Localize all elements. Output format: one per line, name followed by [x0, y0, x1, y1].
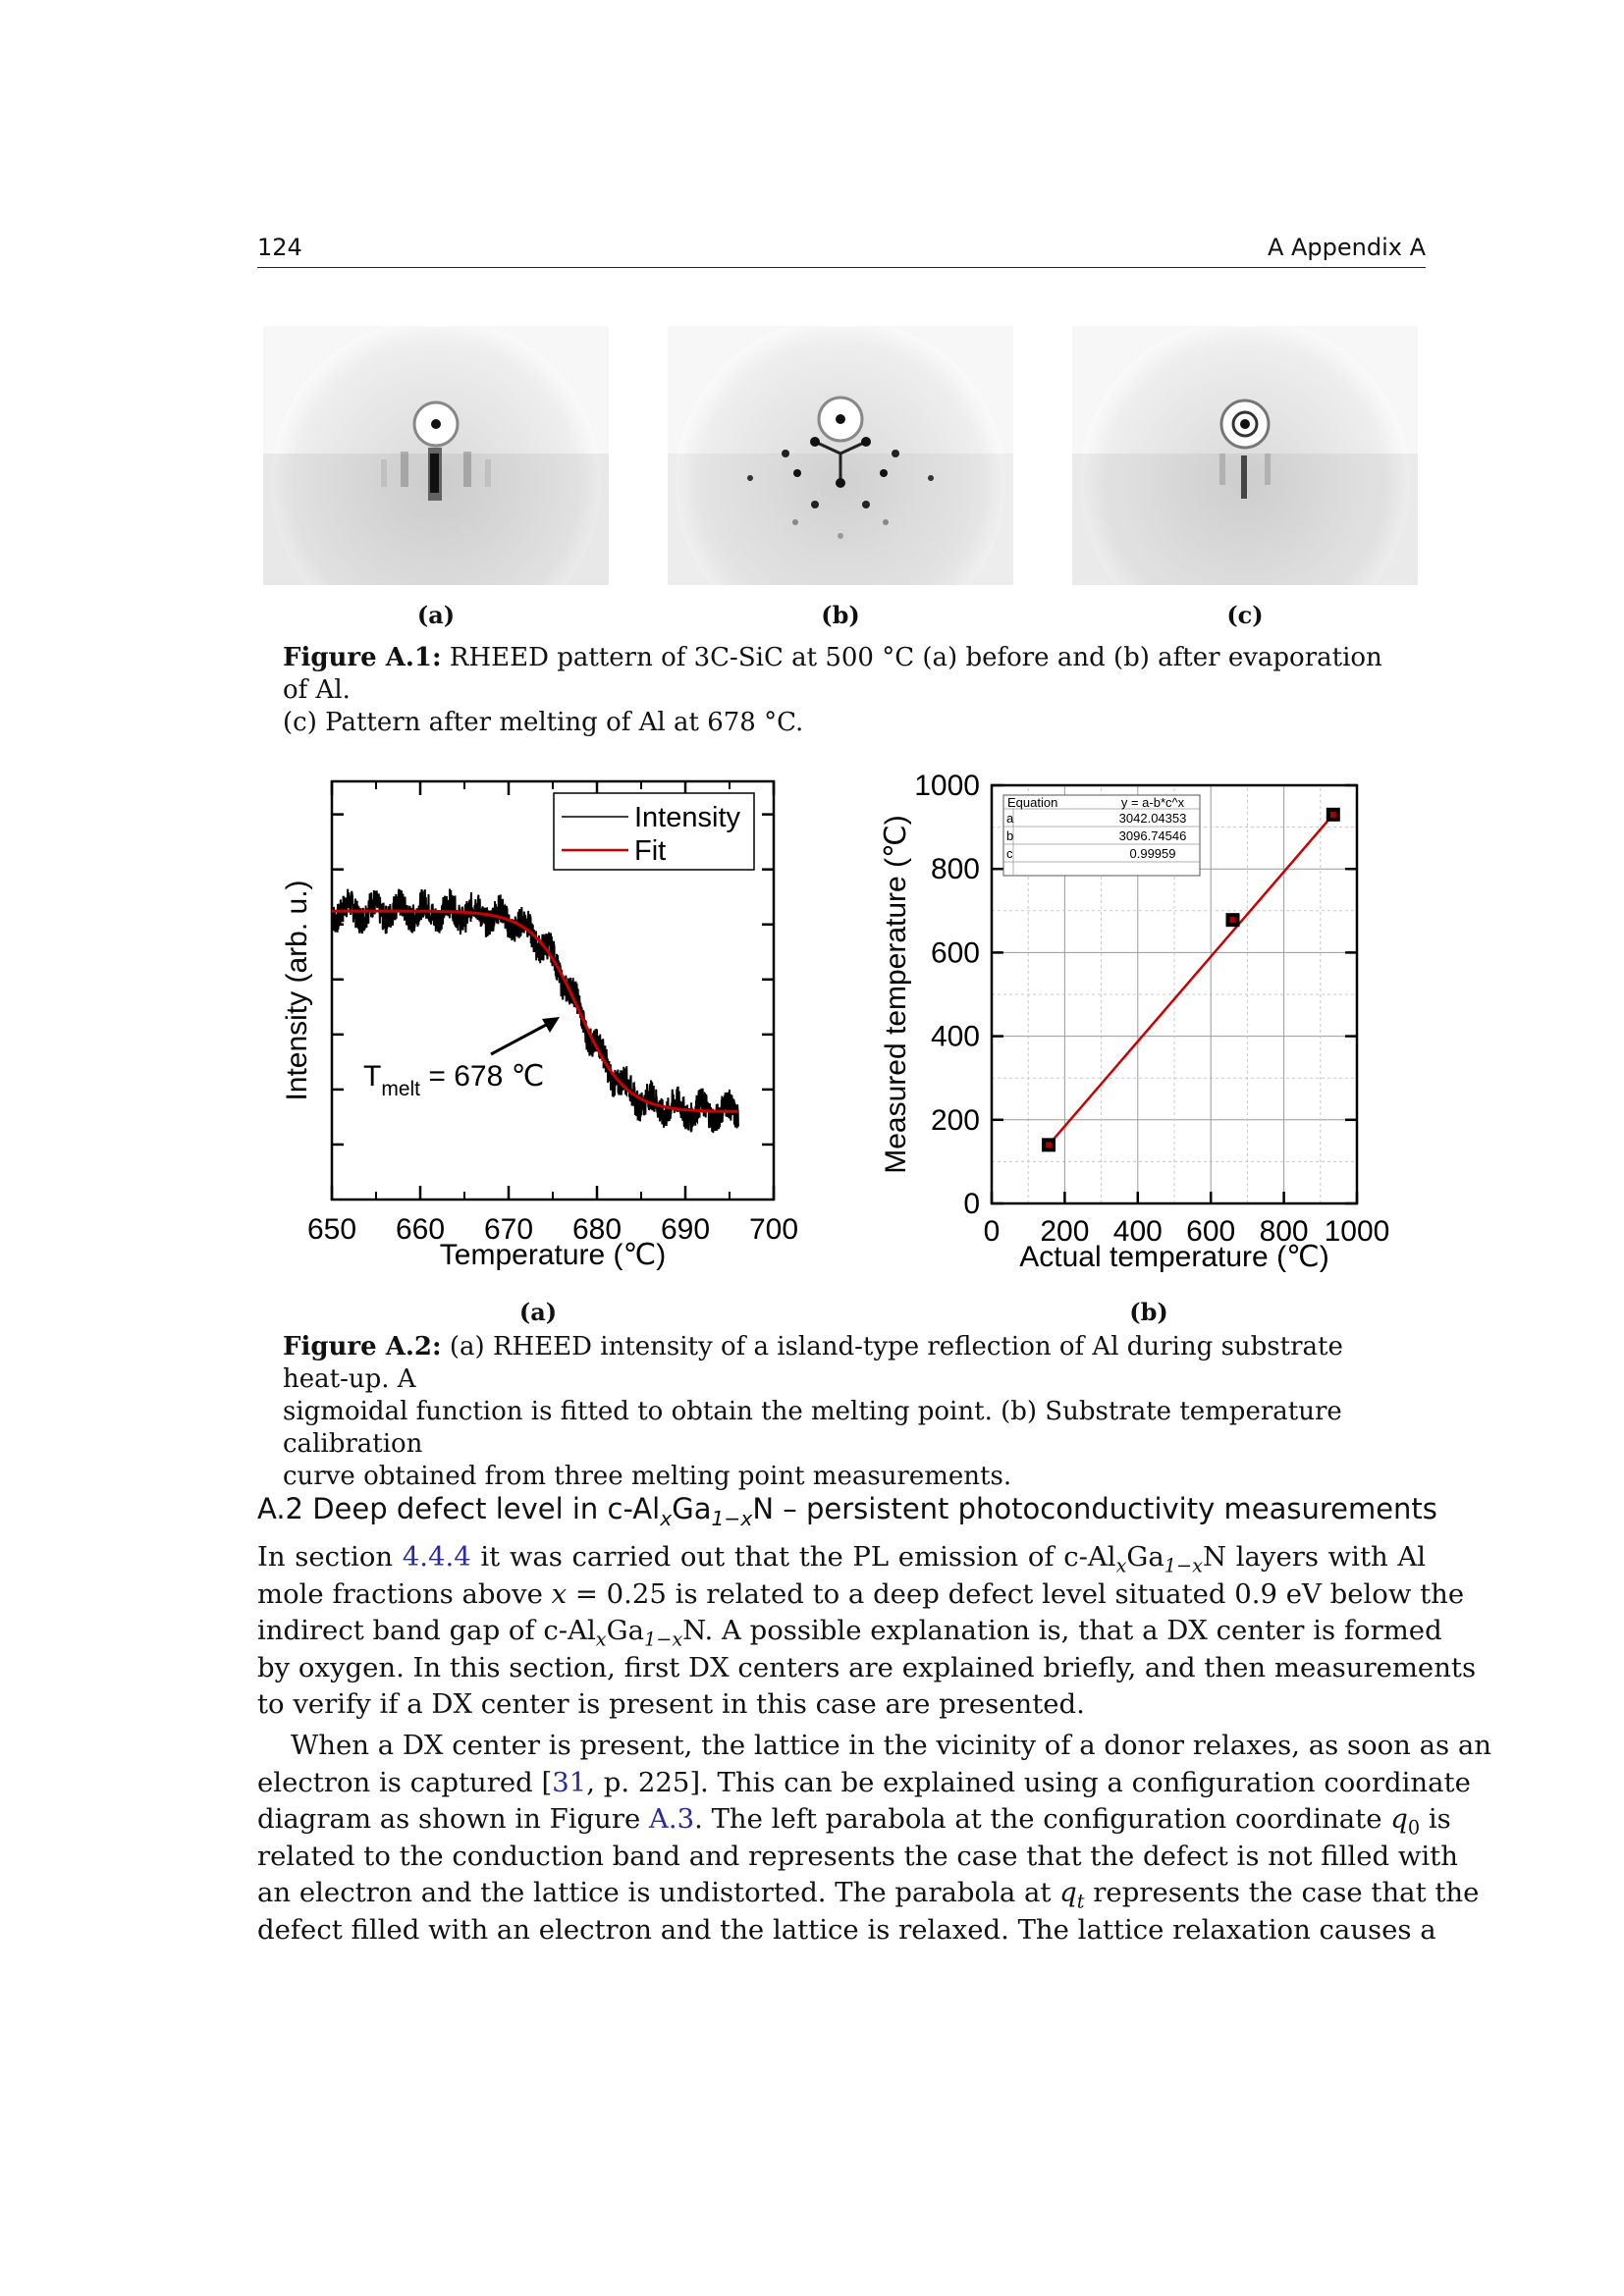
figure-a1-label-b: (b): [821, 601, 860, 629]
page-number: 124: [257, 234, 302, 261]
figure-a2-charts: [257, 756, 1426, 1286]
figure-a1-label-a: (a): [416, 601, 456, 629]
chart-b-ytick-label: 400: [930, 1020, 980, 1053]
fit-table-header-equation: Equation: [1007, 795, 1058, 810]
rheed-image-a: [263, 326, 609, 585]
chart-b-xtick-label: 800: [1259, 1215, 1309, 1248]
chart-a-xtick-label: 680: [571, 1213, 623, 1246]
rheed-pattern-c: [1072, 326, 1418, 585]
chart-a: [281, 781, 798, 1271]
figure-a2: [257, 756, 1426, 1286]
chart-b-ytick-label: 600: [930, 936, 980, 970]
fit-table-param-b: b: [1006, 828, 1014, 843]
section-heading: A.2 Deep defect level in $c-Al_xGa_{1-x}N$ – persistent photoconductivity measurements: [257, 1492, 1437, 1530]
figure-a1-label-c: (c): [1226, 601, 1264, 629]
figure-a2-caption-line1: (a) RHEED intensity of a island-type reflection of Al during substrate heat-up. A: [283, 1332, 1343, 1394]
chart-b-xlabel: Actual temperature (℃): [1019, 1241, 1329, 1273]
chart-b-xtick-label: 400: [1112, 1215, 1163, 1248]
tmelt-annotation: $T_{melt} = 678$ ℃: [363, 1060, 545, 1100]
section-number: A.2: [257, 1492, 303, 1525]
calibration-data-point-center: [1046, 1142, 1052, 1148]
chart-b-ytick-label: 200: [930, 1103, 980, 1137]
calibration-data-point-center: [1330, 812, 1336, 818]
legend-intensity-label: Intensity: [634, 802, 740, 833]
tmelt-arrow: [491, 1023, 550, 1054]
fit-parameter-table: [1003, 795, 1200, 876]
figure-a1-caption: [283, 642, 1402, 739]
legend-fit-label: Fit: [634, 835, 667, 867]
citation-link-31[interactable]: 31: [552, 1766, 587, 1798]
figure-a1-caption-line1: RHEED pattern of 3C-SiC at 500 °C (a) before and (b) after evaporation of Al.: [283, 643, 1382, 705]
chart-a-xtick-label: 660: [395, 1213, 446, 1246]
fit-table-value-b: 3096.74546: [1118, 828, 1187, 843]
chart-a-xtick-label: 650: [306, 1213, 357, 1246]
chart-b-xtick-label: 600: [1186, 1215, 1236, 1248]
chart-a-xtick-label: 670: [483, 1213, 534, 1246]
figure-a2-caption-line2: sigmoidal function is fitted to obtain the melting point. (b) Substrate temperature calibration: [283, 1397, 1342, 1459]
rheed-image-b: [668, 326, 1013, 585]
chart-a-xlabel: Temperature (℃): [439, 1239, 667, 1271]
figure-a2-label-a: (a): [518, 1298, 558, 1326]
chart-a-xtick-label: 690: [660, 1213, 711, 1246]
rheed-image-c: [1072, 326, 1418, 585]
figure-a2-caption-label: Figure A.2:: [283, 1332, 442, 1362]
chart-b-xtick-label: 200: [1040, 1215, 1090, 1248]
figure-a1-caption-label: Figure A.1:: [283, 643, 442, 672]
rheed-pattern-b: [668, 326, 1013, 585]
section-link-4-4-4[interactable]: 4.4.4: [402, 1541, 471, 1573]
paragraph-1: In section 4.4.4 it was carried out that the PL emission of $c-Al_xGa_{1-x}N$ layers with Al mole fractions above x = 0.25 is related to a deep defect level situated 0.9 eV below the indirect band gap of $c-Al_xGa_{1-x}N$. A possible explanation is, that a DX center is formed by oxygen. In this section, first DX centers are explained briefly, and then measurements to verify if a DX center is present in this case are presented.: [257, 1541, 1477, 1720]
running-header: [257, 234, 1426, 268]
chart-b-ytick-label: 1000: [914, 770, 980, 802]
paragraph-2: When a DX center is present, the lattice in the vicinity of a donor relaxes, as soon as an electron is captured [31, p. 225]. This can be explained using a configuration coordinate diagram as shown in Figure A.3. The left parabola at the configuration coordinate $q_0$ is related to the conduction band and represents the case that the defect is not filled with an electron and the lattice is undistorted. The parabola at $q_t$ represents the case that the defect filled with an electron and the lattice is relaxed. The lattice relaxation causes a: [257, 1730, 1491, 1946]
figure-a2-caption: [283, 1331, 1402, 1493]
chart-b: [880, 770, 1389, 1273]
fit-table-param-c: c: [1006, 846, 1013, 861]
fit-table-param-a: a: [1006, 811, 1014, 826]
chapter-title: A Appendix A: [1267, 234, 1426, 261]
chart-b-ytick-label: 800: [930, 853, 980, 886]
calibration-data-point-center: [1230, 917, 1236, 923]
fit-table-value-a: 3042.04353: [1118, 811, 1187, 826]
chart-a-ylabel: Intensity (arb. u.): [281, 880, 313, 1101]
chart-b-xtick-label: 0: [983, 1215, 1001, 1248]
chart-b-ylabel: Measured temperature (℃): [880, 815, 912, 1174]
fit-table-header-formula: y = a-b*c^x: [1120, 795, 1185, 810]
chart-b-xtick-label: 1000: [1324, 1215, 1390, 1248]
fit-table-value-c: 0.99959: [1129, 846, 1176, 861]
figure-a2-label-b: (b): [1129, 1298, 1168, 1326]
figure-link-a3[interactable]: A.3: [648, 1803, 695, 1835]
rheed-pattern-a: [263, 326, 609, 585]
figure-a2-caption-line3: curve obtained from three melting point measurements.: [283, 1462, 1012, 1491]
chart-b-ytick-label: 0: [963, 1188, 980, 1220]
chart-a-xtick-label: 700: [748, 1213, 799, 1246]
figure-a1-caption-line2: (c) Pattern after melting of Al at 678 °C.: [283, 708, 804, 737]
